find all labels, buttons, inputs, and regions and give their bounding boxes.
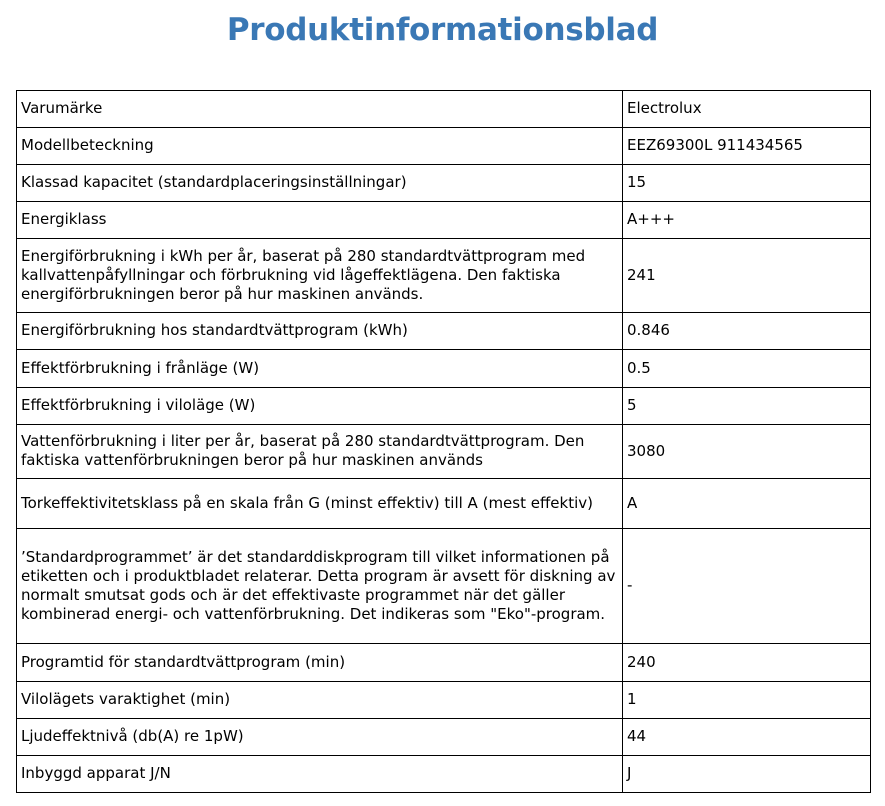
table-row-drying-class [17,479,871,529]
product-info-table [16,90,871,793]
table-row-capacity [17,165,871,202]
row-label: Klassad kapacitet (standardplaceringsinställningar) [17,165,623,202]
table-row-off-mode-power [17,350,871,388]
table-row-energy-class [17,202,871,239]
row-label: Effektförbrukning i frånläge (W) [17,350,623,388]
row-value: A [623,479,871,529]
row-value: 15 [623,165,871,202]
table-row-model [17,128,871,165]
row-value: - [623,529,871,644]
page-title: Produktinformationsblad [226,12,659,48]
row-label: Programtid för standardtvättprogram (min) [17,644,623,682]
row-label: Energiklass [17,202,623,239]
row-label: Ljudeffektnivå (db(A) re 1pW) [17,719,623,756]
table-row-standard-program [17,529,871,644]
row-value: 0.846 [623,313,871,350]
row-value: 5 [623,388,871,425]
row-label: Effektförbrukning i viloläge (W) [17,388,623,425]
table-row-annual-water [17,425,871,479]
table-row-annual-energy [17,239,871,313]
row-value: Electrolux [623,91,871,128]
row-label: Energiförbrukning hos standardtvättprogram (kWh) [17,313,623,350]
row-label: Torkeffektivitetsklass på en skala från G (minst effektiv) till A (mest effektiv) [17,479,623,529]
row-value: 0.5 [623,350,871,388]
row-value: J [623,756,871,793]
row-value: 241 [623,239,871,313]
row-label: Energiförbrukning i kWh per år, baserat på 280 standardtvättprogram med kallvattenpåfyllningar och förbrukning vid lågeffektlägena. Den faktiska energiförbrukningen beror på hur maskinen används. [17,239,623,313]
row-label: Modellbeteckning [17,128,623,165]
row-value: 44 [623,719,871,756]
row-value: A+++ [623,202,871,239]
table-row-program-energy [17,313,871,350]
row-value: 240 [623,644,871,682]
table-row-brand [17,91,871,128]
row-value: 1 [623,682,871,719]
row-label: ’Standardprogrammet’ är det standarddiskprogram till vilket informationen på etiketten och i produktbladet relaterar. Detta program är avsett för diskning av normalt smutsat gods och är det effektivaste programmet när det gäller kombinerad energi- och vattenförbrukning. Det indikeras som "Eko"-program. [17,529,623,644]
row-label: Vattenförbrukning i liter per år, baserat på 280 standardtvättprogram. Den faktiska vattenförbrukningen beror på hur maskinen används [17,425,623,479]
row-label: Inbyggd apparat J/N [17,756,623,793]
row-label: Vilolägets varaktighet (min) [17,682,623,719]
table-row-built-in [17,756,871,793]
row-value: EEZ69300L 911434565 [623,128,871,165]
row-label: Varumärke [17,91,623,128]
table-row-standby-power [17,388,871,425]
row-value: 3080 [623,425,871,479]
table-row-program-time [17,644,871,682]
table-row-standby-duration [17,682,871,719]
table-row-noise-level [17,719,871,756]
